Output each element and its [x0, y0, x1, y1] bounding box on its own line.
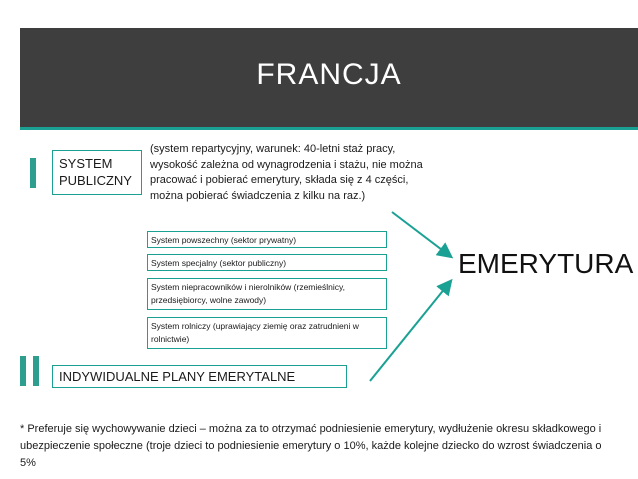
part-box-powszechny: System powszechny (sektor prywatny): [147, 231, 387, 248]
part-box-specjalny: System specjalny (sektor publiczny): [147, 254, 387, 271]
arrow-from-public: [392, 212, 450, 256]
footnote: * Preferuje się wychowywanie dzieci – można za to otrzymać podniesienie emerytury, wydłużenie okresu składkowego i ubezpieczenie społeczne (troje dzieci to podniesienie emerytury o 10%, każde kolejne dziecko do wzrost świadczenia o 5%: [20, 423, 602, 469]
system-publiczny-box: SYSTEM PUBLICZNY: [52, 150, 142, 195]
individual-plans-box: INDYWIDUALNE PLANY EMERYTALNE: [52, 365, 347, 388]
emerytura-label: EMERYTURA: [458, 248, 634, 279]
part-box-rolniczy: System rolniczy (uprawiający ziemię oraz zatrudnieni w rolnictwie): [147, 317, 387, 349]
part-box-niepracownikow: System niepracowników i nierolników (rzemieślnicy, przedsiębiorcy, wolne zawody): [147, 278, 387, 310]
system-description: (system repartycyjny, warunek: 40-letni staż pracy, wysokość zależna od wynagrodzenia i stażu, nie można pracować i pobierać emerytury, składa się z 4 części, można pobierać świadczenia z kilku na raz.): [150, 143, 423, 202]
arrow-from-individual: [370, 282, 450, 381]
page-title: FRANCJA: [256, 58, 402, 91]
